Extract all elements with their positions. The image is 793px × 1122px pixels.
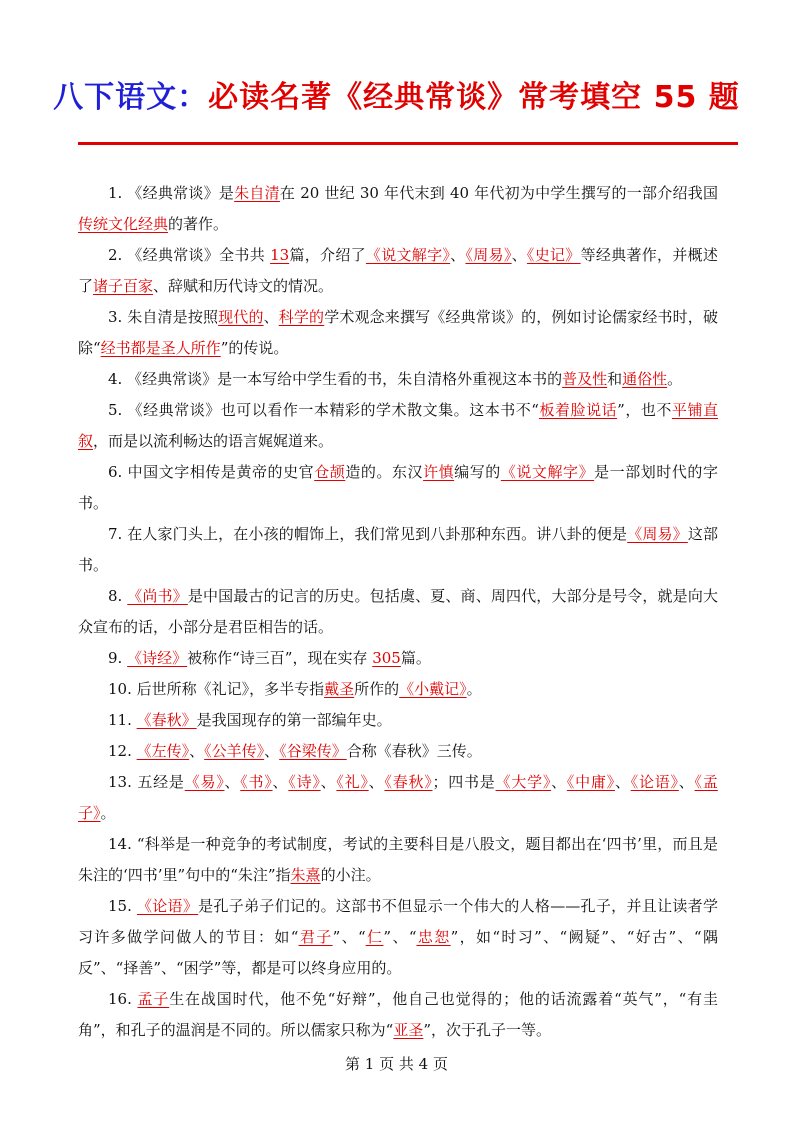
question-text: 10. 后世所称《礼记》，多半专指 bbox=[108, 680, 325, 698]
question-item bbox=[78, 302, 718, 364]
answer-blank: 仁 bbox=[365, 928, 384, 946]
question-text: 、 bbox=[189, 742, 205, 760]
answer-blank: 《左传》 bbox=[136, 742, 190, 760]
question-text: ”，如“时习”、“阙疑”、“好古”、“隅反”、“择善”、“困学”等，都是可以终身应用的。 bbox=[78, 928, 718, 977]
answer-blank: 《易》 bbox=[184, 773, 225, 791]
question-list bbox=[78, 178, 718, 1046]
question-text: 6. 中国文字相传是黄帝的史官 bbox=[108, 463, 315, 481]
answer-blank: 板着脸说话 bbox=[538, 401, 618, 419]
answer-blank: 《中庸》 bbox=[566, 773, 615, 791]
question-text: 。 bbox=[100, 804, 116, 822]
answer-blank: 《公羊传》 bbox=[204, 742, 265, 760]
question-item bbox=[78, 643, 718, 674]
answer-blank: 《诗经》 bbox=[127, 649, 188, 667]
answer-blank: 13 bbox=[270, 246, 290, 264]
answer-blank: 亚圣 bbox=[393, 1021, 424, 1039]
question-text: 是中国最古的记言的历史。包括虞、夏、商、周四代，大部分是号令，就是向大众宣布的话，小部分是君臣相告的话。 bbox=[78, 587, 718, 636]
answer-blank: 忠恕 bbox=[416, 928, 451, 946]
question-text: 5. 《经典常谈》也可以看作一本精彩的学术散文集。这本书不“ bbox=[108, 401, 539, 419]
answer-blank: 《尚书》 bbox=[127, 587, 188, 605]
question-text: 等经典著作，并概述了 bbox=[78, 246, 718, 295]
question-text: 13. 五经是 bbox=[108, 773, 185, 791]
question-item bbox=[78, 736, 718, 767]
answer-blank: 《小戴记》 bbox=[399, 680, 467, 698]
answer-blank: 《谷梁传》 bbox=[279, 742, 347, 760]
question-text: 2. 《经典常谈》全书共 bbox=[108, 246, 271, 264]
page-title bbox=[0, 78, 793, 118]
question-item bbox=[78, 891, 718, 984]
question-text: 篇，介绍了 bbox=[289, 246, 366, 264]
answer-blank: 《论语》 bbox=[136, 897, 199, 915]
answer-blank: 《春秋》 bbox=[136, 711, 197, 729]
page-footer: 第 1 页 共 4 页 bbox=[345, 1055, 448, 1073]
question-text: 生在战国时代，他不免“好辩”，他自己也觉得的；他的话流露着“英气”，“有圭角”，和孔子的温润是不同的。所以儒家只称为“ bbox=[78, 990, 718, 1039]
question-text: 、 bbox=[551, 773, 567, 791]
question-item bbox=[78, 581, 718, 643]
answer-blank: 科学的 bbox=[278, 308, 325, 326]
question-text: ”、“ bbox=[383, 928, 417, 946]
question-item bbox=[78, 240, 718, 302]
question-item bbox=[78, 457, 718, 519]
question-text: 合称《春秋》三传。 bbox=[346, 742, 482, 760]
question-text: 、辞赋和历代诗文的情况。 bbox=[153, 277, 334, 295]
question-text: 、 bbox=[511, 246, 527, 264]
answer-blank: 305 bbox=[372, 649, 401, 667]
question-text: 、 bbox=[368, 773, 385, 791]
question-text: 4. 《经典常谈》是一本写给中学生看的书，朱自清格外重视这本书的 bbox=[108, 370, 563, 388]
question-text: 12. bbox=[108, 742, 137, 760]
answer-blank: 《大学》 bbox=[495, 773, 552, 791]
question-text: 编写的 bbox=[454, 463, 501, 481]
answer-blank: 《春秋》 bbox=[384, 773, 433, 791]
question-item bbox=[78, 364, 718, 395]
title-divider bbox=[78, 142, 738, 145]
question-text: 、 bbox=[263, 308, 279, 326]
answer-blank: 《史记》 bbox=[526, 246, 581, 264]
question-text: 的小注。 bbox=[320, 866, 381, 884]
question-item bbox=[78, 705, 718, 736]
answer-blank: 朱自清 bbox=[234, 184, 280, 202]
answer-blank: 朱熹 bbox=[290, 866, 321, 884]
page-title-prefix: 八下语文： bbox=[53, 80, 209, 115]
question-text: 、 bbox=[264, 742, 280, 760]
question-item bbox=[78, 178, 718, 240]
question-text: 在 20 世纪 30 年代末到 40 年代初为中学生撰写的一部介绍我国 bbox=[279, 184, 718, 202]
question-text: 3. 朱自清是按照 bbox=[108, 308, 219, 326]
answer-blank: 平铺直叙 bbox=[78, 401, 718, 450]
question-text: 、 bbox=[678, 773, 695, 791]
question-text: ，而是以流利畅达的语言娓娓道来。 bbox=[93, 432, 334, 450]
question-text: 、 bbox=[320, 773, 337, 791]
question-item bbox=[78, 984, 718, 1046]
answer-blank: 经书都是圣人所作 bbox=[100, 339, 221, 357]
question-text: 15. bbox=[108, 897, 137, 915]
answer-blank: 传统文化经典 bbox=[78, 215, 169, 233]
question-item bbox=[78, 829, 718, 891]
question-text: 、 bbox=[224, 773, 241, 791]
question-item bbox=[78, 674, 718, 705]
question-text: 的著作。 bbox=[168, 215, 229, 233]
answer-blank: 戴圣 bbox=[324, 680, 355, 698]
question-text: 14. “科举是一种竞争的考试制度，考试的主要科目是八股文，题目都出在‘四书’里，而且是朱注的‘四书’里”句中的“朱注”指 bbox=[78, 835, 718, 884]
question-text: 这部书。 bbox=[78, 525, 718, 574]
question-text: 学术观念来撰写《经典常谈》的，例如讨论儒家经书时，破除“ bbox=[78, 308, 718, 357]
question-text: 、 bbox=[450, 246, 466, 264]
question-text: 是一部划时代的字书。 bbox=[78, 463, 718, 512]
answer-blank: 诸子百家 bbox=[93, 277, 154, 295]
question-text: 是我国现存的第一部编年史。 bbox=[196, 711, 392, 729]
question-text: 和 bbox=[607, 370, 623, 388]
answer-blank: 《论语》 bbox=[630, 773, 679, 791]
answer-blank: 现代的 bbox=[218, 308, 264, 326]
answer-blank: 通俗性 bbox=[622, 370, 668, 388]
question-text: 、 bbox=[614, 773, 631, 791]
question-text: 1. 《经典常谈》是 bbox=[108, 184, 235, 202]
question-text: 。 bbox=[466, 680, 482, 698]
page-title-main: 必读名著《经典常谈》常考填空 55 题 bbox=[208, 80, 740, 115]
answer-blank: 《周易》 bbox=[465, 246, 512, 264]
answer-blank: 《诗》 bbox=[288, 773, 321, 791]
question-text: 、 bbox=[272, 773, 289, 791]
question-text: 所作的 bbox=[354, 680, 400, 698]
question-text: 。 bbox=[667, 370, 683, 388]
question-text: ”，也不 bbox=[617, 401, 672, 419]
answer-blank: 《说文解字》 bbox=[500, 463, 595, 481]
question-text: 篇。 bbox=[400, 649, 431, 667]
answer-blank: 《礼》 bbox=[336, 773, 369, 791]
question-text: 是孔子弟子们记的。这部书不但显示一个伟大的人格——孔子，并且让读者学习许多做学问做人的节目：如“ bbox=[78, 897, 718, 946]
question-text: 9. bbox=[108, 649, 128, 667]
answer-blank: 《书》 bbox=[240, 773, 273, 791]
question-text: 16. bbox=[108, 990, 138, 1008]
answer-blank: 普及性 bbox=[562, 370, 608, 388]
question-item bbox=[78, 767, 718, 829]
answer-blank: 《孟子》 bbox=[78, 773, 718, 822]
question-text: ；四书是 bbox=[432, 773, 496, 791]
question-text: 7. 在人家门头上，在小孩的帽饰上，我们常见到八卦那种东西。讲八卦的便是 bbox=[108, 525, 628, 543]
answer-blank: 《说文解字》 bbox=[365, 246, 451, 264]
answer-blank: 孟子 bbox=[137, 990, 170, 1008]
question-text: ”，次于孔子一等。 bbox=[423, 1021, 552, 1039]
question-text: 被称作“诗三百”，现在实存 bbox=[187, 649, 373, 667]
answer-blank: 许慎 bbox=[423, 463, 455, 481]
question-item bbox=[78, 395, 718, 457]
answer-blank: 君子 bbox=[298, 928, 333, 946]
question-text: 造的。东汉 bbox=[345, 463, 424, 481]
answer-blank: 《周易》 bbox=[627, 525, 688, 543]
question-text: 8. bbox=[108, 587, 128, 605]
answer-blank: 仓颉 bbox=[314, 463, 346, 481]
question-text: ”的传说。 bbox=[220, 339, 289, 357]
question-item bbox=[78, 519, 718, 581]
question-text: 11. bbox=[108, 711, 137, 729]
question-text: ”、“ bbox=[332, 928, 366, 946]
